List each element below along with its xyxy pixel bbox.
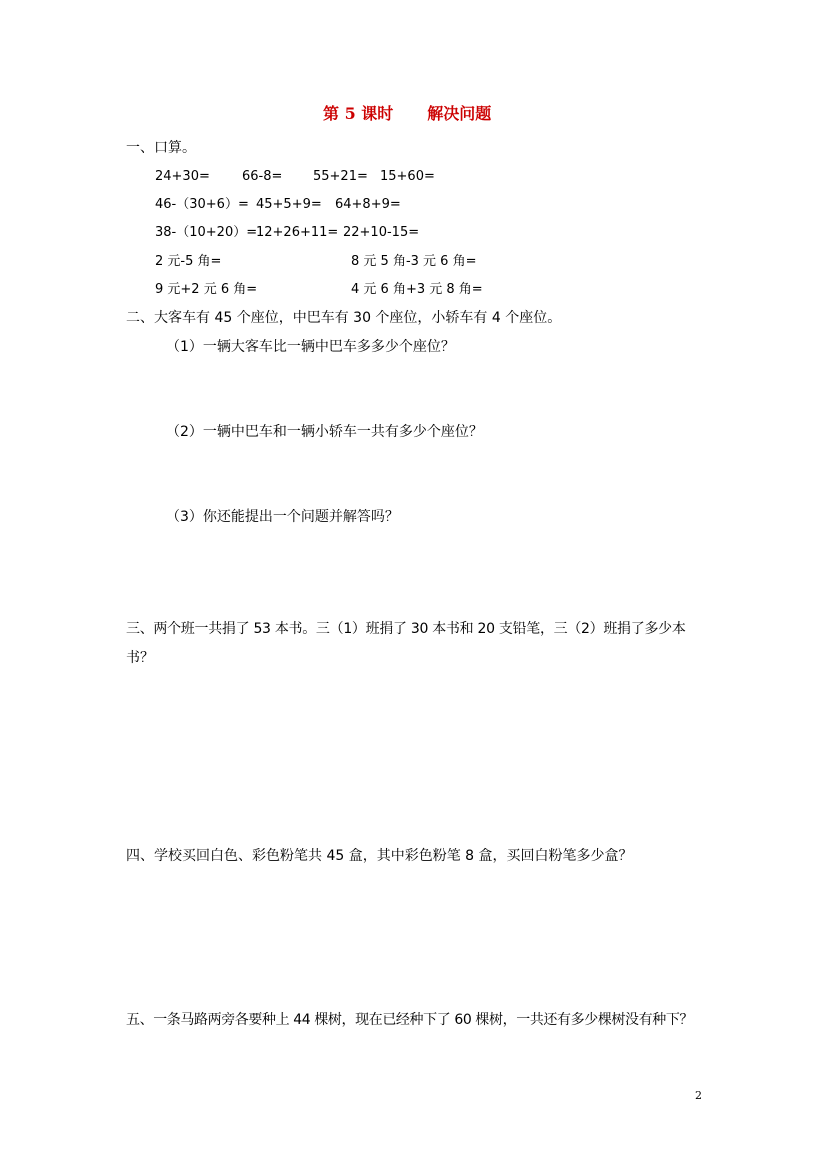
title-topic: 解决问题 bbox=[427, 104, 492, 123]
section-3-line-2: 书？ bbox=[126, 650, 154, 666]
question-2-2: （2）一辆中巴车和一辆小轿车一共有多少个座位？ bbox=[166, 424, 483, 440]
calc-item: 64+8+9= bbox=[335, 197, 401, 212]
section-4-text: 四、学校买回白色、彩色粉笔共 45 盒，其中彩色粉笔 8 盒，买回白粉笔多少盒？ bbox=[126, 848, 633, 864]
page-title bbox=[323, 106, 491, 122]
calc-item: 12+26+11= bbox=[256, 225, 339, 240]
calc-item: 4 元 6 角+3 元 8 角= bbox=[351, 282, 483, 297]
calc-item: 2 元-5 角= bbox=[155, 254, 222, 269]
section-5-text: 五、一条马路两旁各要种上 44 棵树，现在已经种下了 60 棵树，一共还有多少棵树没有种下？ bbox=[126, 1012, 694, 1028]
calc-item: 55+21= bbox=[313, 169, 368, 184]
calc-item: 15+60= bbox=[380, 169, 435, 184]
section-1-heading: 一、口算。 bbox=[126, 140, 196, 156]
calc-item: 38-（10+20）= bbox=[155, 225, 258, 240]
calc-item: 46-（30+6）= bbox=[155, 197, 249, 212]
calc-item: 45+5+9= bbox=[256, 197, 322, 212]
question-2-3: （3）你还能提出一个问题并解答吗？ bbox=[166, 509, 399, 525]
calc-item: 24+30= bbox=[155, 169, 210, 184]
section-2-heading: 二、大客车有 45 个座位，中巴车有 30 个座位，小轿车有 4 个座位。 bbox=[126, 310, 562, 326]
title-lesson: 第 5 课时 bbox=[323, 104, 394, 123]
question-2-1: （1）一辆大客车比一辆中巴车多多少个座位？ bbox=[166, 339, 455, 355]
calc-item: 8 元 5 角-3 元 6 角= bbox=[351, 254, 477, 269]
page-number: 2 bbox=[695, 1089, 702, 1102]
calc-item: 9 元+2 元 6 角= bbox=[155, 282, 258, 297]
section-3-line-1: 三、两个班一共捐了 53 本书。三（1）班捐了 30 本书和 20 支铅笔，三（2）班捐了多少本 bbox=[126, 621, 686, 637]
calc-item: 66-8= bbox=[242, 169, 283, 184]
calc-item: 22+10-15= bbox=[343, 225, 420, 240]
